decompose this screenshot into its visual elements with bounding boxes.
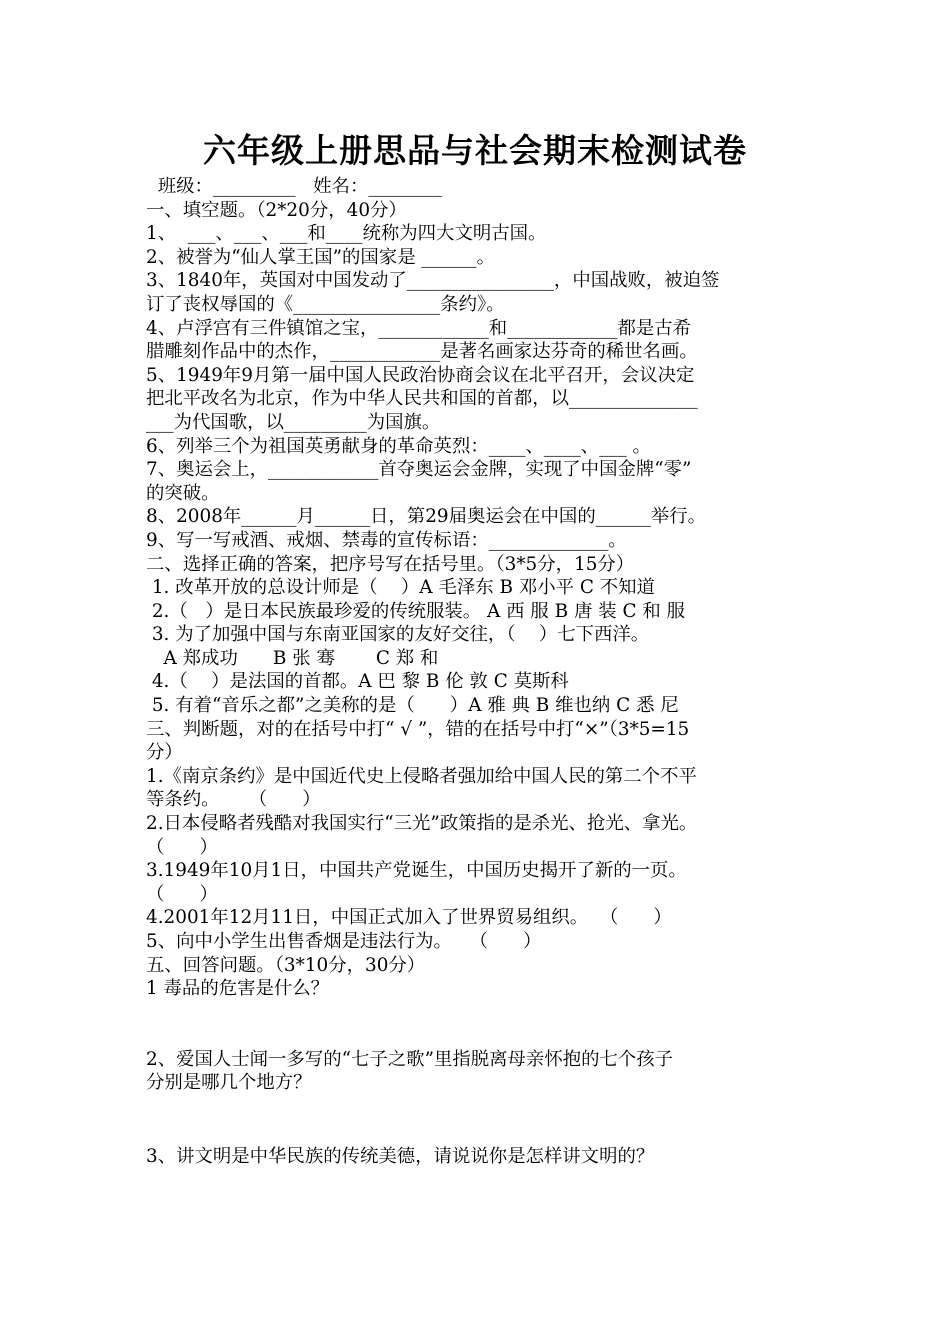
question-line: 2、被誉为“仙人掌王国”的国家是 ______。 (146, 246, 495, 268)
section-heading-judge: 分） (146, 742, 183, 764)
question-line: 3、讲文明是中华民族的传统美德，请说说你是怎样讲文明的？ (146, 1145, 655, 1167)
question-line: 7、奥运会上，____________首夺奥运会金牌，实现了中国金牌“零” (146, 459, 692, 481)
question-line: 6、列举三个为祖国英勇献身的革命英烈：____、____、___ 。 (146, 435, 651, 457)
question-line: 2、爱国人士闻一多写的“七子之歌”里指脱离母亲怀抱的七个孩子 (146, 1048, 674, 1070)
question-line: 3. 为了加强中国与东南亚国家的友好交往，（ ）七下西洋。 (146, 624, 650, 646)
question-line: 腊雕刻作品中的杰作，____________是著名画家达芬奇的稀世名画。 (146, 341, 698, 363)
question-line: ___为代国歌，以_________为国旗。 (146, 411, 441, 433)
question-line: 4.（ ）是法国的首都。A 巴 黎 B 伦 敦 C 莫斯科 (146, 671, 569, 693)
question-line: 4.2001年12月11日，中国正式加入了世界贸易组织。 （ ） (146, 907, 672, 929)
question-line: 1.《南京条约》是中国近代史上侵略者强加给中国人民的第二个不平 (146, 765, 697, 787)
question-line: 把北平改名为北京，作为中华人民共和国的首都，以______________ (146, 388, 698, 410)
question-line: 2.（ ）是日本民族最珍爱的传统服装。 A 西 服 B 唐 装 C 和 服 (146, 600, 686, 622)
answer-space (146, 1001, 812, 1048)
question-line: （ ） (146, 836, 218, 858)
question-line: 订了丧权辱国的《________________条约》。 (146, 293, 505, 315)
question-line: 1 毒品的危害是什么？ (146, 978, 330, 1000)
question-line: 4、卢浮宫有三件镇馆之宝，____________和____________都是古希 (146, 317, 692, 339)
exam-body (146, 175, 812, 1169)
page-title: 六年级上册思品与社会期末检测试卷 (203, 131, 747, 170)
question-line: A 郑成功 B 张 骞 C 郑 和 (146, 647, 439, 669)
question-line: 1、 ___、___、___和____统称为四大文明古国。 (146, 223, 547, 245)
question-line: 分别是哪几个地方？ (146, 1072, 312, 1094)
question-line: （ ） (146, 883, 218, 905)
class-name-line: 班级：_________ 姓名：________ (146, 176, 442, 197)
question-line: 9、写一写戒酒、戒烟、禁毒的宣传标语：_____________。 (146, 529, 627, 551)
question-line: 5、1949年9月第一届中国人民政治协商会议在北平召开，会议决定 (146, 364, 695, 386)
question-line: 1. 改革开放的总设计师是（ ）A 毛泽东 B 邓小平 C 不知道 (146, 577, 655, 599)
section-heading-choice: 二、选择正确的答案，把序号写在括号里。（3*5分，15分） (146, 553, 635, 575)
question-line: 等条约。 （ ） (146, 789, 321, 811)
question-line: 3.1949年10月1日，中国共产党诞生，中国历史揭开了新的一页。 (146, 860, 687, 882)
question-line: 2.日本侵略者残酷对我国实行“三光”政策指的是杀光、抢光、拿光。 (146, 813, 698, 835)
section-heading-fill-blank: 一、填空题。（2*20分，40分） (146, 199, 407, 221)
question-line: 5、向中小学生出售香烟是违法行为。 （ ） (146, 931, 542, 952)
question-line: 5. 有着“音乐之都”之美称的是（ ）A 雅 典 B 维也纳 C 悉 尼 (146, 695, 679, 717)
question-line: 8、2008年______月______日，第29届奥运会在中国的______举行。 (146, 506, 707, 528)
question-line: 3、1840年，英国对中国发动了________________，中国战败，被迫签 (146, 270, 720, 292)
section-heading-judge: 三、判断题，对的在括号中打“ √ ”，错的在括号中打“×”（3*5=15 (146, 718, 690, 740)
question-line: 的突破。 (146, 482, 220, 504)
answer-space (146, 1095, 812, 1145)
section-heading-answer: 五、回答问题。（3*10分，30分） (146, 954, 426, 976)
